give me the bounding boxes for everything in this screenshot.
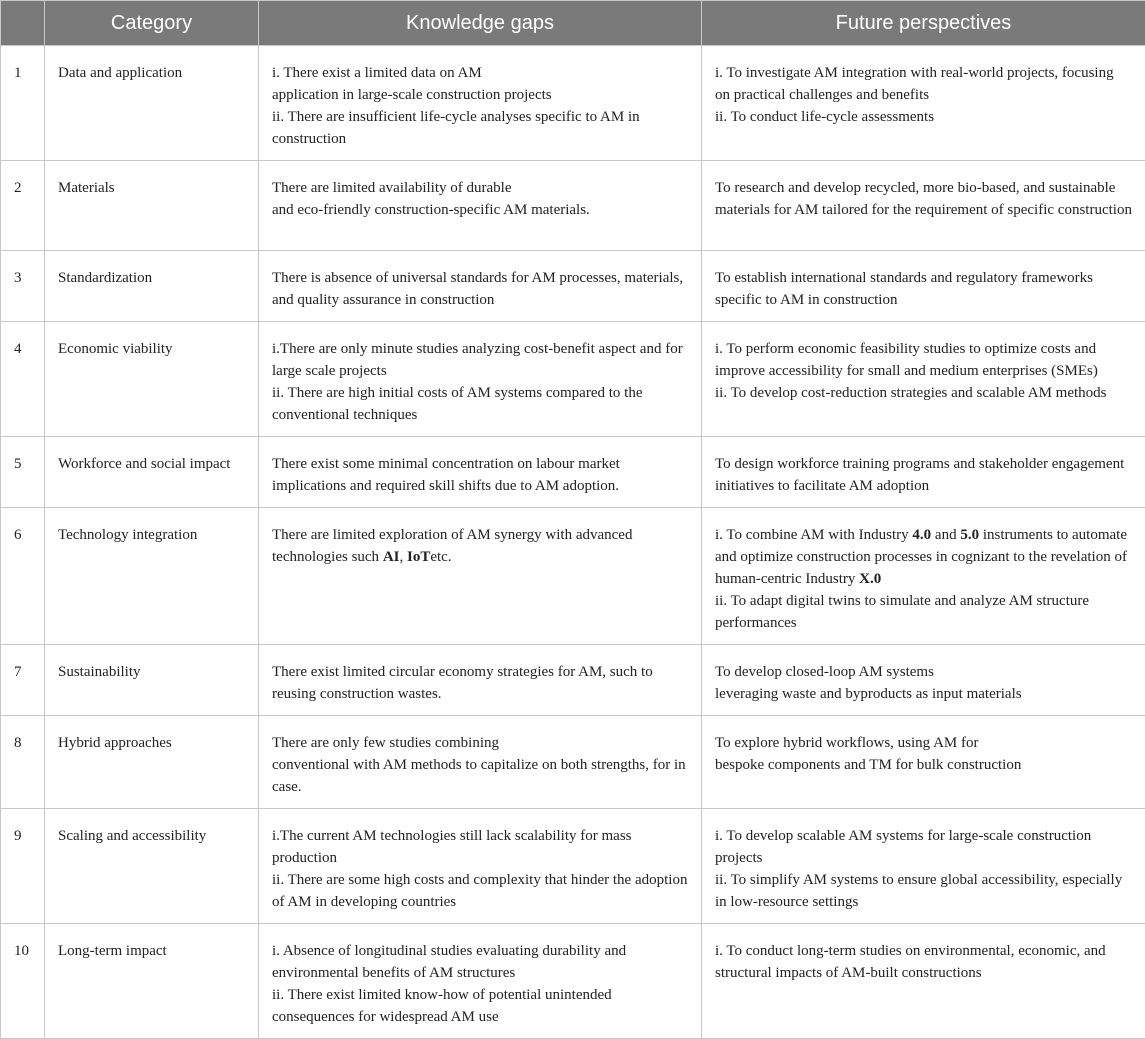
gap-line: There are limited availability of durable [272,177,688,199]
gap-line: i.There are only minute studies analyzing cost-benefit aspect and for large scale projects [272,338,688,382]
row-knowledge-gaps [259,251,702,322]
row-knowledge-gaps [259,161,702,251]
table-row [1,508,1145,645]
perspective-text: i. To combine AM with Industry [715,527,912,543]
row-category: Sustainability [45,645,259,716]
row-future-perspectives [702,508,1145,645]
perspective-line: i. To develop scalable AM systems for large-scale construction projects [715,825,1132,869]
header-knowledge-gaps: Knowledge gaps [259,1,702,46]
row-knowledge-gaps [259,322,702,437]
row-category: Standardization [45,251,259,322]
table-row [1,645,1145,716]
perspective-line: ii. To develop cost-reduction strategies and scalable AM methods [715,382,1132,404]
row-future-perspectives [702,716,1145,809]
perspective-line: To design workforce training programs and stakeholder engagement initiatives to facilitate AM adoption [715,453,1132,497]
gap-line: There exist limited circular economy strategies for AM, such to reusing construction wastes. [272,661,688,705]
row-category: Data and application [45,46,259,161]
perspective-text: and [931,527,960,543]
perspective-line: ii. To conduct life-cycle assessments [715,106,1132,128]
table-row [1,716,1145,809]
perspective-line: i. To investigate AM integration with real-world projects, focusing on practical challenges and benefits [715,62,1132,106]
row-knowledge-gaps [259,924,702,1039]
row-future-perspectives [702,46,1145,161]
table-row [1,437,1145,508]
table-row [1,322,1145,437]
gap-line: i. There exist a limited data on AM [272,62,688,84]
gap-line: ii. There are high initial costs of AM systems compared to the conventional techniques [272,382,688,426]
perspective-text: instruments to automate and optimize construction processes in cognizant to the revelation of human-centric Industry [715,527,1131,587]
row-number: 3 [1,251,45,322]
gap-bold-term: AI [383,549,400,565]
perspective-line: ii. To simplify AM systems to ensure global accessibility, especially in low-resource settings [715,869,1132,913]
perspective-line: To establish international standards and regulatory frameworks specific to AM in construction [715,267,1132,311]
table-row [1,809,1145,924]
row-knowledge-gaps [259,508,702,645]
row-knowledge-gaps [259,645,702,716]
perspective-bold-term: 4.0 [912,527,931,543]
header-future-perspectives: Future perspectives [702,1,1145,46]
perspective-bold-term: 5.0 [960,527,979,543]
perspective-line: To develop closed-loop AM systems [715,661,1132,683]
row-number: 6 [1,508,45,645]
row-category: Technology integration [45,508,259,645]
gap-line: There are only few studies combining [272,732,688,754]
perspective-line: To research and develop recycled, more bio-based, and sustainable materials for AM tailored for the requirement of specific construction [715,177,1132,221]
table-row [1,46,1145,161]
row-future-perspectives [702,437,1145,508]
gap-text: There are limited exploration of AM synergy with advanced technologies such [272,527,636,565]
row-number: 5 [1,437,45,508]
row-knowledge-gaps [259,809,702,924]
perspective-line: To explore hybrid workflows, using AM for [715,732,1132,754]
header-category: Category [45,1,259,46]
row-number: 4 [1,322,45,437]
perspective-line: i. To perform economic feasibility studies to optimize costs and improve accessibility for small and medium enterprises (SMEs) [715,338,1132,382]
gap-text: etc. [430,549,451,565]
table-row [1,251,1145,322]
perspective-line: leveraging waste and byproducts as input materials [715,683,1132,705]
row-knowledge-gaps [259,437,702,508]
gap-line: There exist some minimal concentration on labour market implications and required skill shifts due to AM adoption. [272,453,688,497]
table-header-row [1,1,1145,46]
row-future-perspectives [702,645,1145,716]
perspective-bold-term: X.0 [859,571,881,587]
gap-line: and eco-friendly construction-specific AM materials. [272,199,688,221]
gap-line: application in large-scale construction projects [272,84,688,106]
row-future-perspectives [702,161,1145,251]
row-number: 1 [1,46,45,161]
gap-line: There is absence of universal standards for AM processes, materials, and quality assurance in construction [272,267,688,311]
gap-line: conventional with AM methods to capitalize on both strengths, for in case. [272,754,688,798]
row-category: Materials [45,161,259,251]
row-category: Scaling and accessibility [45,809,259,924]
perspective-line: i. To conduct long-term studies on environmental, economic, and structural impacts of AM-built constructions [715,940,1132,984]
row-number: 2 [1,161,45,251]
gap-line: ii. There are some high costs and complexity that hinder the adoption of AM in developing countries [272,869,688,913]
gap-line: ii. There exist limited know-how of potential unintended consequences for widespread AM use [272,984,688,1028]
row-knowledge-gaps [259,716,702,809]
row-number: 7 [1,645,45,716]
row-category: Economic viability [45,322,259,437]
table-row [1,161,1145,251]
gap-line: i. Absence of longitudinal studies evaluating durability and environmental benefits of AM structures [272,940,688,984]
row-category: Hybrid approaches [45,716,259,809]
perspective-line [715,524,1132,590]
gap-text: , [399,549,407,565]
perspective-line: ii. To adapt digital twins to simulate and analyze AM structure performances [715,590,1132,634]
gap-line [272,524,688,568]
row-knowledge-gaps [259,46,702,161]
table-row [1,924,1145,1039]
gap-line: ii. There are insufficient life-cycle analyses specific to AM in construction [272,106,688,150]
perspective-line: bespoke components and TM for bulk construction [715,754,1132,776]
row-category: Workforce and social impact [45,437,259,508]
row-number: 9 [1,809,45,924]
row-category: Long-term impact [45,924,259,1039]
row-future-perspectives [702,322,1145,437]
gap-line: i.The current AM technologies still lack scalability for mass production [272,825,688,869]
gap-bold-term: IoT [407,549,430,565]
header-number [1,1,45,46]
row-future-perspectives [702,924,1145,1039]
row-future-perspectives [702,809,1145,924]
row-number: 8 [1,716,45,809]
row-number: 10 [1,924,45,1039]
row-future-perspectives [702,251,1145,322]
